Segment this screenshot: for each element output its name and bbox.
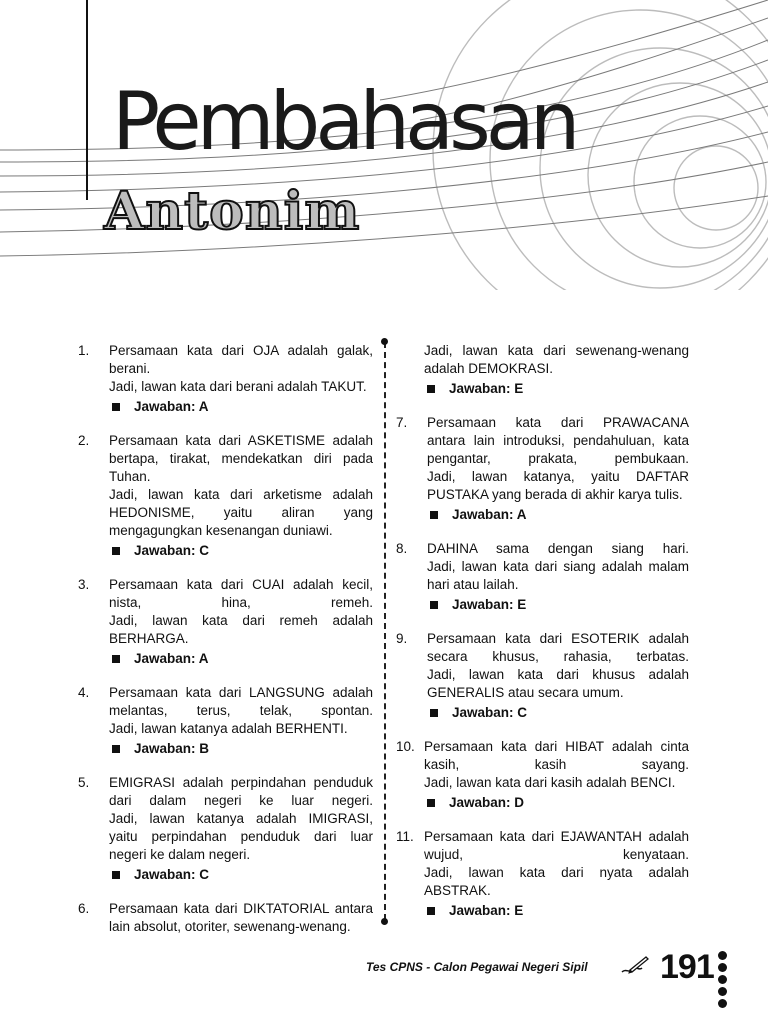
answer-text: Jawaban: A: [134, 399, 209, 414]
text-line: bertapa, tirakat, mendekatkan diri pada: [109, 451, 373, 466]
right-column: [396, 342, 689, 936]
question-explanation: [424, 828, 689, 920]
text-line: Jadi, lawan kata dari berani adalah TAKUT.: [109, 379, 367, 394]
question-explanation: [424, 738, 689, 812]
question-explanation: [109, 432, 373, 560]
answer-key: [109, 398, 373, 416]
text-line: PUSTAKA yang berada di akhir karya tulis.: [427, 487, 683, 502]
answer-key: [109, 542, 373, 560]
question-item: [396, 828, 689, 920]
text-line: Jadi, lawan katanya, yaitu DAFTAR: [427, 469, 689, 484]
question-number: 11.: [396, 829, 414, 844]
question-number: 3.: [78, 577, 90, 592]
square-bullet-icon: [430, 601, 438, 609]
question-explanation: [427, 414, 689, 524]
text-line: DAHINA sama dengan siang hari.: [427, 541, 689, 556]
text-line: nista, hina, remeh.: [109, 595, 373, 610]
question-number: 4.: [78, 685, 90, 700]
answer-text: Jawaban: C: [134, 543, 210, 558]
text-line: Jadi, lawan kata dari siang adalah malam: [427, 559, 689, 574]
answer-text: Jawaban: C: [134, 867, 210, 882]
text-line: adalah DEMOKRASI.: [424, 361, 554, 376]
text-line: ABSTRAK.: [424, 883, 491, 898]
question-explanation: [109, 342, 373, 416]
text-line: Persamaan kata dari EJAWANTAH adalah: [424, 829, 689, 844]
text-line: berani.: [109, 361, 151, 376]
text-line: Jadi, lawan kata dari kasih adalah BENCI.: [424, 775, 676, 790]
square-bullet-icon: [112, 871, 120, 879]
question-number: 8.: [396, 541, 408, 556]
question-item: [78, 576, 373, 668]
text-line: Jadi, lawan kata dari khusus adalah: [427, 667, 689, 682]
question-explanation: [427, 630, 689, 722]
answer-key: [109, 740, 373, 758]
question-explanation: [109, 576, 373, 668]
answer-text: Jawaban: A: [452, 507, 527, 522]
square-bullet-icon: [430, 709, 438, 717]
question-item: [78, 684, 373, 758]
question-item: [396, 630, 689, 722]
square-bullet-icon: [427, 385, 435, 393]
question-item: [78, 342, 373, 416]
square-bullet-icon: [430, 511, 438, 519]
question-item: [396, 414, 689, 524]
answer-key: [427, 596, 689, 614]
question-item: [78, 432, 373, 560]
question-item: [396, 540, 689, 614]
question-number: 6.: [78, 901, 90, 916]
page-title: Pembahasan: [112, 75, 576, 168]
text-line: Jadi, lawan katanya adalah BERHENTI.: [109, 721, 348, 736]
question-explanation: [109, 774, 373, 884]
pen-writing-icon: [620, 954, 650, 976]
answer-key: [424, 902, 689, 920]
text-line: Persamaan kata dari PRAWACANA: [427, 415, 689, 430]
text-line: melantas, terus, telak, spontan.: [109, 703, 373, 718]
right-items: [396, 414, 689, 920]
page-subtitle: Antonim: [104, 181, 361, 242]
text-line: Persamaan kata dari LANGSUNG adalah: [109, 685, 373, 700]
text-line: Jadi, lawan kata dari nyata adalah: [424, 865, 689, 880]
text-line: Persamaan kata dari CUAI adalah kecil,: [109, 577, 373, 592]
square-bullet-icon: [112, 745, 120, 753]
question-number: 7.: [396, 415, 408, 430]
answer-text: Jawaban: C: [452, 705, 528, 720]
question-number: 5.: [78, 775, 90, 790]
text-line: Jadi, lawan kata dari sewenang-wenang: [424, 343, 689, 358]
header-vertical-rule: [86, 0, 88, 200]
answer-text: Jawaban: A: [134, 651, 209, 666]
continued-answer: [396, 342, 689, 398]
text-line: kasih, kasih sayang.: [424, 757, 689, 772]
question-explanation: [109, 684, 373, 758]
question-number: 10.: [396, 739, 415, 754]
answer-text: Jawaban: D: [449, 795, 525, 810]
page-number-dots: [718, 951, 728, 1011]
column-divider: [384, 342, 386, 920]
text-line: dari dalam negeri ke luar negeri.: [109, 793, 373, 808]
text-line: secara khusus, rahasia, terbatas.: [427, 649, 689, 664]
square-bullet-icon: [427, 799, 435, 807]
question-item: [396, 738, 689, 812]
answer-text: Jawaban: E: [452, 597, 527, 612]
text-line: Persamaan kata dari DIKTATORIAL antara: [109, 901, 373, 916]
answer-key: [109, 650, 373, 668]
text-line: Persamaan kata dari HIBAT adalah cinta: [424, 739, 689, 754]
question-number: 1.: [78, 343, 90, 358]
text-line: pengantar, prakata, pembukaan.: [427, 451, 689, 466]
text-line: hari atau lailah.: [427, 577, 519, 592]
text-line: Persamaan kata dari ASKETISME adalah: [109, 433, 373, 448]
text-line: HEDONISME, yaitu aliran yang: [109, 505, 373, 520]
text-line: GENERALIS atau secara umum.: [427, 685, 624, 700]
text-line: wujud, kenyataan.: [424, 847, 689, 862]
text-line: negeri ke dalam negeri.: [109, 847, 251, 862]
answer-key: [427, 506, 689, 524]
text-line: BERHARGA.: [109, 631, 189, 646]
square-bullet-icon: [112, 403, 120, 411]
text-line: Persamaan kata dari ESOTERIK adalah: [427, 631, 689, 646]
question-explanation: [427, 540, 689, 614]
answer-text: Jawaban: B: [134, 741, 210, 756]
divider-top-dot: [381, 338, 388, 345]
text-line: Jadi, lawan kata dari arketisme adalah: [109, 487, 373, 502]
square-bullet-icon: [112, 547, 120, 555]
question-explanation: [109, 900, 373, 936]
divider-bottom-dot: [381, 918, 388, 925]
text-line: lain absolut, otoriter, sewenang-wenang.: [109, 919, 351, 934]
text-line: EMIGRASI adalah perpindahan penduduk: [109, 775, 373, 790]
answer-text: Jawaban: E: [449, 903, 524, 918]
answer-key: [427, 704, 689, 722]
page-number: 191: [660, 948, 714, 986]
question-number: 2.: [78, 433, 90, 448]
answer-text: Jawaban: E: [449, 381, 524, 396]
answer-key: [109, 866, 373, 884]
question-item: [78, 774, 373, 884]
text-line: mengagungkan kesenangan duniawi.: [109, 523, 333, 538]
question-number: 9.: [396, 631, 408, 646]
text-line: Tuhan.: [109, 469, 151, 484]
square-bullet-icon: [112, 655, 120, 663]
text-line: Jadi, lawan kata dari remeh adalah: [109, 613, 373, 628]
left-column: [78, 342, 373, 952]
answer-key: [424, 380, 689, 398]
square-bullet-icon: [427, 907, 435, 915]
question-item: [78, 900, 373, 936]
footer-book-title: Tes CPNS - Calon Pegawai Negeri Sipil: [366, 960, 588, 974]
text-line: Jadi, lawan katanya adalah IMIGRASI,: [109, 811, 373, 826]
text-line: Persamaan kata dari OJA adalah galak,: [109, 343, 373, 358]
text-line: yaitu perpindahan penduduk dari luar: [109, 829, 373, 844]
text-line: antara lain introduksi, pendahuluan, kata: [427, 433, 689, 448]
answer-key: [424, 794, 689, 812]
